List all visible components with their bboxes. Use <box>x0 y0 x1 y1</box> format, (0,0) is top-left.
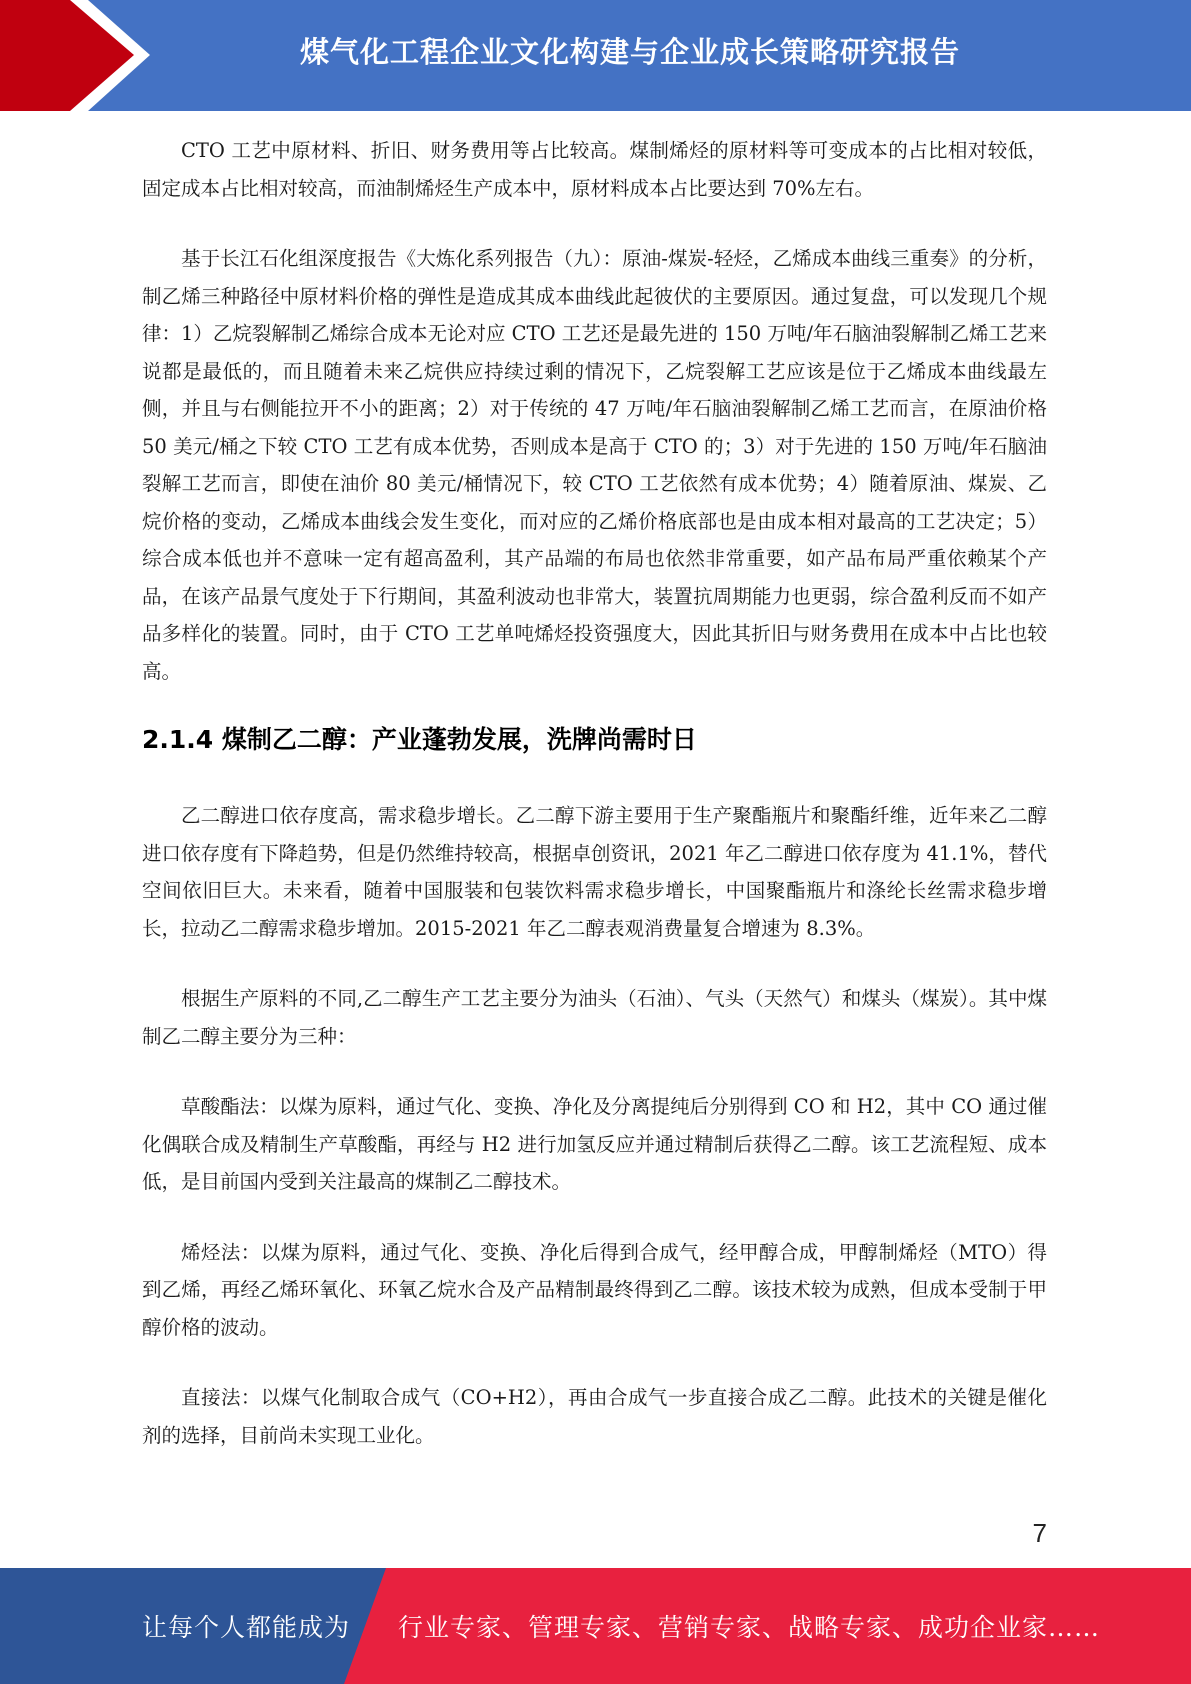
page-number: 7 <box>1032 1518 1047 1548</box>
paragraph-cto-cost: CTO 工艺中原材料、折旧、财务费用等占比较高。煤制烯烃的原材料等可变成本的占比相对较低，固定成本占比相对较高，而油制烯烃生产成本中，原材料成本占比要达到 70%左右。 <box>142 139 1047 200</box>
paragraph-glycol-processes: 根据生产原料的不同,乙二醇生产工艺主要分为油头（石油）、气头（天然气）和煤头（煤炭）。其中煤制乙二醇主要分为三种： <box>142 987 1047 1048</box>
paragraph-olefin-method: 烯烃法：以煤为原料，通过气化、变换、净化后得到合成气，经甲醇合成，甲醇制烯烃（MTO）得到乙烯，再经乙烯环氧化、环氧乙烷水合及产品精制最终得到乙二醇。该技术较为成熟，但成本受制于甲醇价格的波动。 <box>142 1240 1047 1339</box>
footer-slogan-right: 行业专家、管理专家、营销专家、战略专家、成功企业家…… <box>398 1613 1101 1642</box>
page-content <box>142 132 1047 1487</box>
paragraph-oxalate-method: 草酸酯法：以煤为原料，通过气化、变换、净化及分离提纯后分别得到 CO 和 H2，其中 CO 通过催化偶联合成及精制生产草酸酯，再经与 H2 进行加氢反应并通过精制后获得乙二醇。该工艺流程短、成本低，是目前国内受到关注最高的煤制乙二醇技术。 <box>142 1095 1047 1193</box>
footer-slogan-left: 让每个人都能成为 <box>142 1613 351 1642</box>
section-heading-2-1-4: 2.1.4 煤制乙二醇：产业蓬勃发展，洗牌尚需时日 <box>142 725 697 754</box>
paragraph-direct-method: 直接法：以煤气化制取合成气（CO+H2），再由合成气一步直接合成乙二醇。此技术的关键是催化剂的选择，目前尚未实现工业化。 <box>142 1386 1047 1447</box>
paragraph-ethylene-analysis: 基于长江石化组深度报告《大炼化系列报告（九）：原油-煤炭-轻烃，乙烯成本曲线三重奏》的分析，制乙烯三种路径中原材料价格的弹性是造成其成本曲线此起彼伏的主要原因。通过复盘，可以发现几个规律：1）乙烷裂解制乙烯综合成本无论对应 CTO 工艺还是最先进的 150 万吨/年石脑油裂解制乙烯工艺来说都是最低的，而且随着未来乙烷供应持续过剩的情况下，乙烷裂解工艺应该是位于乙烯成本曲线最左侧，并且与右侧能拉开不小的距离；2）对于传统的 47 万吨/年石脑油裂解制乙烯工艺而言，在原油价格 50 美元/桶之下较 CTO 工艺有成本优势，否则成本是高于 CTO 的；3）对于先进的 150 万吨/年石脑油裂解工艺而言，即使在油价 80 美元/桶情况下，较 CTO 工艺依然有成本优势；4）随着原油、煤炭、乙烷价格的变动，乙烯成本曲线会发生变化，而对应的乙烯价格底部也是由成本相对最高的工艺决定；5）综合成本低也并不意味一定有超高盈利，其产品端的布局也依然非常重要，如产品布局严重依赖某个产品，在该产品景气度处于下行期间，其盈利波动也非常大，装置抗周期能力也更弱，综合盈利反而不如产品多样化的装置。同时，由于 CTO 工艺单吨烯烃投资强度大，因此其折旧与财务费用在成本中占比也较高。 <box>142 247 1047 683</box>
header-banner <box>0 0 1191 111</box>
footer-banner <box>0 1568 1191 1684</box>
paragraph-glycol-demand: 乙二醇进口依存度高，需求稳步增长。乙二醇下游主要用于生产聚酯瓶片和聚酯纤维，近年来乙二醇进口依存度有下降趋势，但是仍然维持较高，根据卓创资讯，2021 年乙二醇进口依存度为 41.1%，替代空间依旧巨大。未来看，随着中国服装和包装饮料需求稳步增长，中国聚酯瓶片和涤纶长丝需求稳步增长，拉动乙二醇需求稳步增加。2015-2021 年乙二醇表观消费量复合增速为 8.3%。 <box>142 804 1047 940</box>
report-title: 煤气化工程企业文化构建与企业成长策略研究报告 <box>299 34 960 69</box>
